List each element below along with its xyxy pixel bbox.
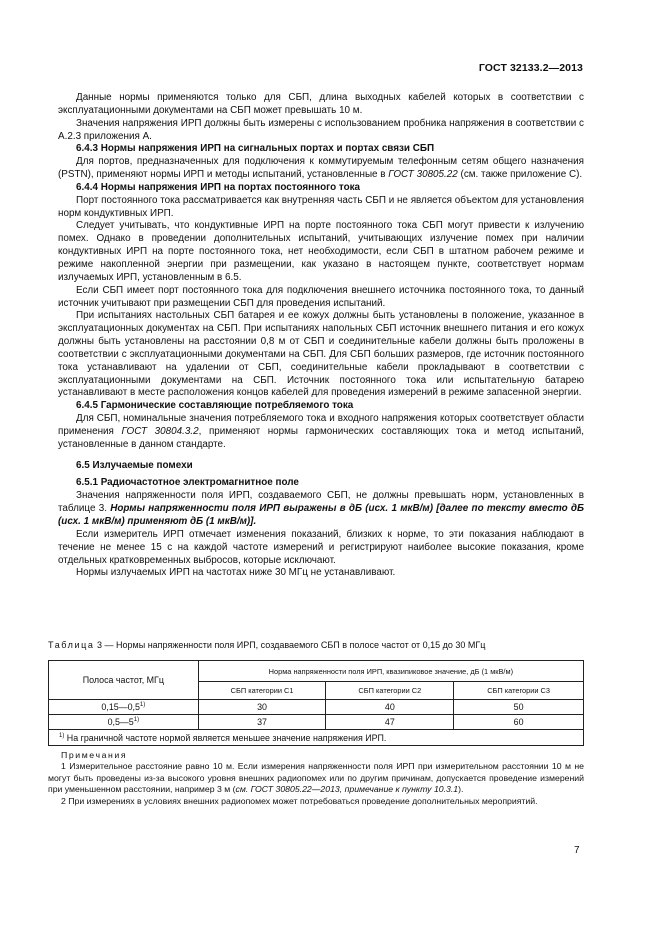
paragraph: Нормы излучаемых ИРП на частотах ниже 30 МГц не устанавливают. — [76, 567, 396, 579]
column-header-c2: СБП категории С2 — [326, 682, 454, 700]
note-item: 2 При измерениях в условиях внешних радиопомех может потребоваться проведение дополнительных мероприятий. — [61, 795, 538, 806]
table-caption: Таблица 3 — Нормы напряженности поля ИРП, создаваемого СБП в полосе частот от 0,15 до 30 МГц — [48, 640, 486, 650]
note-item: 1 Измерительное расстояние равно 10 м. Если измерения напряженности поля ИРП при измерительном расстоянии 10 м не могут быть проведены из-за высокого уровня внешних радиопомех или по другим причинам, допускается проведение измерений при уменьшенном расстоянии, например 3 м (см. ГОСТ 30805.22—2013, примечание к пункту 10.3.1). — [48, 761, 584, 795]
notes-heading: Примечания — [61, 750, 128, 760]
paragraph: Значения напряженности поля ИРП, создаваемого СБП, не должны превышать норм, установленных в таблице 3. Нормы напряженности поля ИРП выражены в дБ (исх. 1 мкВ/м) [далее по тексту вместо дБ (исх. 1 мкВ/м) применяют дБ (1 мкВ/м)]. — [58, 490, 584, 527]
table-cell: 47 — [326, 715, 454, 730]
standard-reference: ГОСТ 30805.22 — [388, 169, 458, 181]
section-heading-6-4-5: 6.4.5 Гармонические составляющие потребляемого тока — [76, 400, 354, 412]
paragraph: Для портов, предназначенных для подключения к коммутируемым телефонным сетям общего назначения (PSTN), применяют нормы ИРП и методы испытаний, установленные в ГОСТ 30805.22 (см. также приложение С). — [58, 156, 584, 181]
notes-block — [48, 750, 584, 807]
standard-reference: см. ГОСТ 30805.22—2013, примечание к пункту 10.3.1 — [235, 784, 459, 795]
column-header-c3: СБП категории С3 — [454, 682, 584, 700]
paragraph: Следует учитывать, что кондуктивные ИРП на порте постоянного тока СБП могут привести к излучению помех. Однако в проведении дополнительных испытаний, учитывающих излучение помех при наличии кондуктивных ИРП на порте постоянного тока, нет необходимости, если СБП в штатном рабочем режиме и режиме накопленной энергии при размещении, как указано в настоящем пункте, соответствует нормам излучаемых ИРП, установленным в 6.5. — [58, 220, 584, 283]
paragraph: Если СБП имеет порт постоянного тока для подключения внешнего источника постоянного тока, то данный источник учитывают при размещении СБП для проведения испытаний. — [58, 284, 584, 309]
table-cell-band: 0,15—0,5$^{1)}$ — [49, 700, 199, 715]
table-cell: 50 — [454, 700, 584, 715]
section-heading-6-4-3: 6.4.3 Нормы напряжения ИРП на сигнальных портах и портах связи СБП — [76, 143, 435, 155]
paragraph: При испытаниях настольных СБП батарея и ее кожух должны быть установлены в положение, указанное в эксплуатационных документах на СБП. При испытаниях напольных СБП источник внешнего питания и его кожух должны быть установлены на расстоянии 0,8 м от СБП и соединительные кабели должны быть проложены в соответствии с эксплуатационными документами на СБП. Для СБП больших размеров, где источник постоянного тока устанавливают на удалении от СБП, соединительные кабели прокладывают в соответствии с эксплуатационными документами на СБП. Источник постоянного тока или испытательную батарею устанавливают в месте расположения концов кабелей для проведения измерений в режиме запасенной энергии. — [58, 310, 584, 399]
norms-table — [48, 660, 584, 746]
page-number: 7 — [574, 845, 580, 856]
table-cell: 30 — [198, 700, 326, 715]
paragraph: Данные нормы применяются только для СБП, длина выходных кабелей которых в соответствии с эксплуатационными документами на СБП может превышать 10 м. — [58, 92, 584, 116]
section-heading-6-5: 6.5 Излучаемые помехи — [76, 459, 193, 471]
main-text — [58, 92, 584, 580]
table-cell-band: 0,5—5$^{1)}$ — [49, 715, 199, 730]
paragraph: Порт постоянного тока рассматривается как внутренняя часть СБП и не является объектом для установления норм кондуктивных ИРП. — [58, 194, 584, 219]
table-cell: 60 — [454, 715, 584, 730]
paragraph: Если измеритель ИРП отмечает изменения показаний, близких к норме, то эти показания наблюдают в течение не менее 15 с на каждой частоте измерений и регистрируют наиболее высокие показания, кроме отдельных кратковременных выбросов, которые исключают. — [58, 528, 584, 566]
section-heading-6-4-4: 6.4.4 Нормы напряжения ИРП на портах постоянного тока — [76, 181, 361, 193]
emphasized-text: Нормы напряженности поля ИРП выражены в дБ (исх. 1 мкВ/м) [далее по тексту вместо дБ (исх. 1 мкВ/м) применяют дБ (1 мкВ/м)]. — [58, 503, 584, 527]
table-row — [49, 700, 584, 715]
standard-reference: ГОСТ 30804.3.2 — [121, 425, 199, 437]
table-cell: 40 — [326, 700, 454, 715]
paragraph: Для СБП, номинальные значения потребляемого тока и входного напряжения которых соответствует области применения ГОСТ 30804.3.2, применяют нормы гармонических составляющих тока и метод испытаний, установленные в данном стандарте. — [58, 413, 584, 450]
table-row — [49, 715, 584, 730]
section-heading-6-5-1: 6.5.1 Радиочастотное электромагнитное поле — [76, 477, 299, 489]
column-header-group: Норма напряженности поля ИРП, квазипиковое значение, дБ (1 мкВ/м) — [198, 661, 583, 682]
table-cell: 37 — [198, 715, 326, 730]
paragraph: Значения напряжения ИРП должны быть измерены с использованием пробника напряжения в соответствии с А.2.3 приложения А. — [58, 117, 584, 142]
column-header-c1: СБП категории С1 — [198, 682, 326, 700]
table-footnote: $^{1)}$ На граничной частоте нормой является меньшее значение напряжения ИРП. — [49, 730, 584, 746]
column-header-band: Полоса частот, МГц — [49, 661, 199, 700]
document-header: ГОСТ 32133.2—2013 — [478, 62, 583, 74]
